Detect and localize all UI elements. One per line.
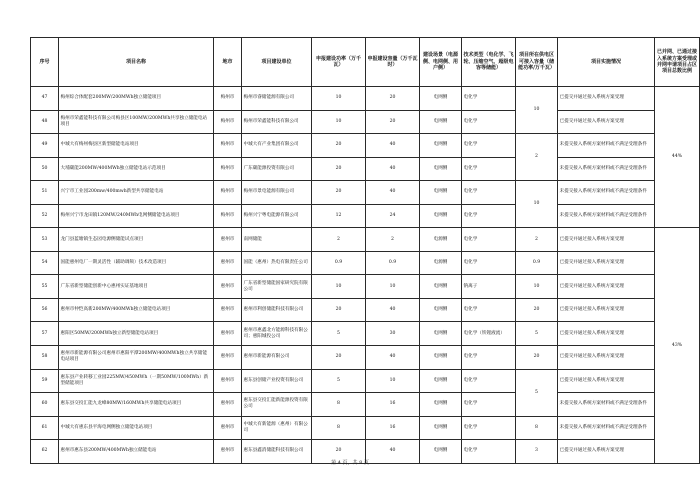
cell-project-name: 中城大有梅州梅县区新型储能电站项目: [59, 134, 214, 158]
cell-city: 惠州市: [214, 322, 242, 346]
cell-unit: 惠州市惠鑫北方能源科技有限公司；惠阳城投公司: [242, 322, 312, 346]
cell-capacity: 20: [366, 87, 420, 111]
cell-seq: 56: [31, 298, 59, 322]
cell-capacity: 0.9: [366, 251, 420, 275]
cell-seq: 54: [31, 251, 59, 275]
cell-site: 电网侧: [420, 157, 462, 181]
cell-site: 电源侧: [420, 228, 462, 252]
cell-power: 2: [312, 228, 366, 252]
cell-capacity: 10: [366, 369, 420, 393]
cell-capacity: 40: [366, 134, 420, 158]
cell-status: 未提交接入系统方案材料或不满足受理条件: [558, 157, 655, 181]
cell-seq: 60: [31, 393, 59, 417]
cell-tech: 电化学: [462, 134, 516, 158]
cell-region-cap: 20: [516, 346, 558, 370]
cell-city: 梅州市: [214, 204, 242, 228]
header-site: 建设场景（电源侧、电网侧、用户侧）: [420, 38, 462, 87]
header-unit: 项目建设单位: [242, 38, 312, 87]
cell-power: 20: [312, 134, 366, 158]
cell-power: 5: [312, 369, 366, 393]
cell-power: 10: [312, 87, 366, 111]
cell-region-cap: 20: [516, 298, 558, 322]
cell-power: 20: [312, 181, 366, 205]
cell-capacity: 24: [366, 204, 420, 228]
cell-site: 电网侧: [420, 298, 462, 322]
cell-tech: 电化学: [462, 204, 516, 228]
cell-seq: 62: [31, 440, 59, 464]
header-approved: 已并网、已通过接入系统方案受理或并网申请项目占区项目总数比例: [655, 38, 700, 87]
cell-status: 已提交并通过接入系统方案受理: [558, 251, 655, 275]
cell-status: 未提交接入系统方案材料或不满足受理条件: [558, 204, 655, 228]
cell-site: 电网侧: [420, 204, 462, 228]
header-capacity: 申报建设容量（万千瓦时）: [366, 38, 420, 87]
cell-status: 未提交接入系统方案材料或不满足受理条件: [558, 181, 655, 205]
cell-site: 电网侧: [420, 416, 462, 440]
cell-unit: 梅州市景电能源有限公司: [242, 181, 312, 205]
cell-power: 12: [312, 204, 366, 228]
table-row: [31, 110, 700, 134]
cell-seq: 52: [31, 204, 59, 228]
cell-seq: 61: [31, 416, 59, 440]
cell-city: 惠州市: [214, 346, 242, 370]
cell-region-cap: 5: [516, 322, 558, 346]
cell-status: 已提交并通过接入系统方案受理: [558, 322, 655, 346]
cell-project-name: 中城大有惠东县平海电网侧独立储能电站项目: [59, 416, 214, 440]
cell-region-cap: 10: [516, 275, 558, 299]
cell-site: 电网侧: [420, 134, 462, 158]
cell-region-cap: 5: [516, 369, 558, 416]
cell-city: 梅州市: [214, 181, 242, 205]
cell-city: 惠州市: [214, 298, 242, 322]
cell-project-name: 梅州综合体配套200MW/200MWh独立储能项目: [59, 87, 214, 111]
table-body: [31, 87, 700, 464]
cell-status: 未提交接入系统方案材料或不满足受理条件: [558, 393, 655, 417]
header-name: 项目名称: [59, 38, 214, 87]
cell-power: 10: [312, 275, 366, 299]
cell-capacity: 30: [366, 322, 420, 346]
cell-project-name: 梅州市荣鑫能科技有限公司梅县区100MW/200MWh共享独立储能电站项目: [59, 110, 214, 134]
cell-capacity: 16: [366, 393, 420, 417]
table-row: [31, 369, 700, 393]
cell-capacity: 40: [366, 181, 420, 205]
cell-capacity: 40: [366, 157, 420, 181]
cell-status: 已提交并通过接入系统方案受理: [558, 228, 655, 252]
table-row: [31, 181, 700, 205]
cell-status: 已提交并通过接入系统方案受理: [558, 110, 655, 134]
table-row: [31, 204, 700, 228]
cell-region-cap: 2: [516, 134, 558, 181]
cell-project-name: 惠东县交投汇能九龙峰80MW/160MWh共享储能电站项目: [59, 393, 214, 417]
cell-power: 20: [312, 157, 366, 181]
cell-seq: 51: [31, 181, 59, 205]
cell-status: 未提交接入系统方案材料或不满足受理条件: [558, 416, 655, 440]
cell-tech: 电化学（铁锂液流）: [462, 322, 516, 346]
cell-city: 惠州市: [214, 228, 242, 252]
cell-region-cap: 2: [516, 228, 558, 252]
cell-status: 已提交并通过接入系统方案受理: [558, 369, 655, 393]
cell-region-cap: 0.9: [516, 251, 558, 275]
cell-region-cap: 8: [516, 416, 558, 440]
cell-unit: 梅州兴宁粤电能源有限公司: [242, 204, 312, 228]
cell-unit: 惠州市利创储能科技有限公司: [242, 298, 312, 322]
cell-site: 电网侧: [420, 181, 462, 205]
cell-city: 梅州市: [214, 134, 242, 158]
table-row: [31, 157, 700, 181]
cell-tech: 电化学: [462, 110, 516, 134]
cell-unit: 中城大有产业集团有限公司: [242, 134, 312, 158]
cell-city: 梅州市: [214, 110, 242, 134]
table-row: [31, 275, 700, 299]
cell-city: 梅州市: [214, 87, 242, 111]
cell-tech: 电化学: [462, 228, 516, 252]
cell-seq: 50: [31, 157, 59, 181]
cell-capacity: 2: [366, 228, 420, 252]
cell-unit: 梅州市睿储能源有限公司: [242, 87, 312, 111]
header-status: 项目实施情况: [558, 38, 655, 87]
cell-status: 已提交并通过接入系统方案受理: [558, 346, 655, 370]
cell-power: 8: [312, 416, 366, 440]
cell-unit: 惠州市新能源有限公司: [242, 346, 312, 370]
header-seq: 序号: [31, 38, 59, 87]
cell-site: 电源侧: [420, 251, 462, 275]
cell-unit: 广东碳能源投资有限公司: [242, 157, 312, 181]
cell-seq: 57: [31, 322, 59, 346]
cell-seq: 53: [31, 228, 59, 252]
cell-power: 20: [312, 440, 366, 464]
header-city: 地市: [214, 38, 242, 87]
cell-project-name: 广东省新型储能创新中心惠州实证基地项目: [59, 275, 214, 299]
cell-seq: 48: [31, 110, 59, 134]
cell-capacity: 10: [366, 275, 420, 299]
cell-site: 电网侧: [420, 110, 462, 134]
cell-power: 0.9: [312, 251, 366, 275]
table-row: [31, 322, 700, 346]
table-row: [31, 416, 700, 440]
cell-city: 惠州市: [214, 416, 242, 440]
cell-approved-ratio-huizhou: 43%: [655, 228, 700, 463]
header-row: [31, 38, 700, 87]
cell-tech: 电化学: [462, 369, 516, 393]
cell-power: 5: [312, 322, 366, 346]
cell-project-name: 龙门县蓝塘镇生态园电源侧储能试点项目: [59, 228, 214, 252]
cell-region-cap: 10: [516, 87, 558, 134]
cell-power: 20: [312, 298, 366, 322]
cell-seq: 59: [31, 369, 59, 393]
cell-city: 惠州市: [214, 440, 242, 464]
table-row: [31, 298, 700, 322]
cell-project-name: 惠州市仲恺高新200MW/400MWh独立储能电站项目: [59, 298, 214, 322]
cell-project-name: 大埔碳能200MW/400MWh独立储能电站示范项目: [59, 157, 214, 181]
cell-tech: 电化学: [462, 298, 516, 322]
cell-approved-ratio-meizhou: 44%: [655, 87, 700, 228]
cell-site: 电网侧: [420, 369, 462, 393]
cell-project-name: 惠东县产业转移工业园225MW/450MWh（一期50MW/100MWh）新型储能项目: [59, 369, 214, 393]
table-row: [31, 251, 700, 275]
cell-tech: 钠离子: [462, 275, 516, 299]
cell-city: 惠州市: [214, 393, 242, 417]
header-power: 申报建设功率（万千瓦）: [312, 38, 366, 87]
cell-status: 已提交并通过接入系统方案受理: [558, 298, 655, 322]
cell-tech: 电化学: [462, 416, 516, 440]
page-footer: 第 4 页，共 8 页: [331, 460, 369, 466]
cell-capacity: 40: [366, 440, 420, 464]
cell-power: 10: [312, 110, 366, 134]
cell-unit: 广东省新型储能国家研究院有限公司: [242, 275, 312, 299]
cell-city: 梅州市: [214, 157, 242, 181]
cell-seq: 58: [31, 346, 59, 370]
cell-unit: 中城大有新能源（惠州）有限公司: [242, 416, 312, 440]
cell-site: 电网侧: [420, 393, 462, 417]
cell-tech: 电化学: [462, 440, 516, 464]
cell-project-name: 惠州市新能源有限公司惠州市惠阳平潭200MW/400MWh独立共享储能电站项目: [59, 346, 214, 370]
cell-tech: 电化学: [462, 157, 516, 181]
storage-project-table: [30, 37, 700, 464]
cell-unit: 惠东县鑫消储能科技有限公司: [242, 440, 312, 464]
cell-capacity: 40: [366, 346, 420, 370]
cell-project-name: 梅州兴宁市龙田镇120MW/240MWh电网侧储能电站项目: [59, 204, 214, 228]
cell-project-name: 惠阳区50MW/200MWh独立新型储能电站项目: [59, 322, 214, 346]
cell-site: 电网侧: [420, 440, 462, 464]
cell-city: 惠州市: [214, 369, 242, 393]
header-tech: 技术类型（电化学、飞轮、压缩空气、超级电容等储能）: [462, 38, 516, 87]
cell-site: 电网侧: [420, 322, 462, 346]
cell-unit: 惠东县创储产业投资有限公司: [242, 369, 312, 393]
cell-tech: 电化学: [462, 87, 516, 111]
cell-project-name: 兴宁市工业园200mw/400mwh新型共享储能电站: [59, 181, 214, 205]
cell-capacity: 20: [366, 110, 420, 134]
cell-city: 惠州市: [214, 275, 242, 299]
cell-city: 惠州市: [214, 251, 242, 275]
cell-tech: 电化学: [462, 251, 516, 275]
cell-status: 已提交并通过接入系统方案受理: [558, 275, 655, 299]
cell-unit: 惠东县交投汇能新能源投资有限公司: [242, 393, 312, 417]
cell-capacity: 16: [366, 416, 420, 440]
table-row: [31, 87, 700, 111]
cell-tech: 电化学: [462, 346, 516, 370]
cell-project-name: 国能惠州电厂一期灵活性（辅助调频）技术改造项目: [59, 251, 214, 275]
cell-power: 8: [312, 393, 366, 417]
table-row: [31, 346, 700, 370]
cell-unit: 梅州市荣鑫能科技有限公司: [242, 110, 312, 134]
cell-seq: 55: [31, 275, 59, 299]
cell-site: 电网侧: [420, 275, 462, 299]
cell-capacity: 40: [366, 298, 420, 322]
cell-site: 电网侧: [420, 87, 462, 111]
cell-seq: 47: [31, 87, 59, 111]
table-row: [31, 228, 700, 252]
cell-power: 20: [312, 346, 366, 370]
cell-region-cap: 3: [516, 440, 558, 464]
table-row: [31, 134, 700, 158]
cell-tech: 电化学: [462, 393, 516, 417]
cell-status: 已提交并通过接入系统方案受理: [558, 87, 655, 111]
cell-tech: 电化学: [462, 181, 516, 205]
cell-status: 已提交并通过接入系统方案受理: [558, 440, 655, 464]
cell-unit: 国能（惠州）热电有限责任公司: [242, 251, 312, 275]
cell-status: 未提交接入系统方案材料或不满足受理条件: [558, 134, 655, 158]
cell-site: 电网侧: [420, 346, 462, 370]
cell-project-name: 惠州市惠东县200MW/400MWh独立储能电站: [59, 440, 214, 464]
cell-region-cap: 10: [516, 181, 558, 228]
cell-seq: 49: [31, 134, 59, 158]
cell-unit: 南网储能: [242, 228, 312, 252]
table-row: [31, 393, 700, 417]
header-region-cap: 项目所在供电区可接入容量（储能功率/万千瓦）: [516, 38, 558, 87]
